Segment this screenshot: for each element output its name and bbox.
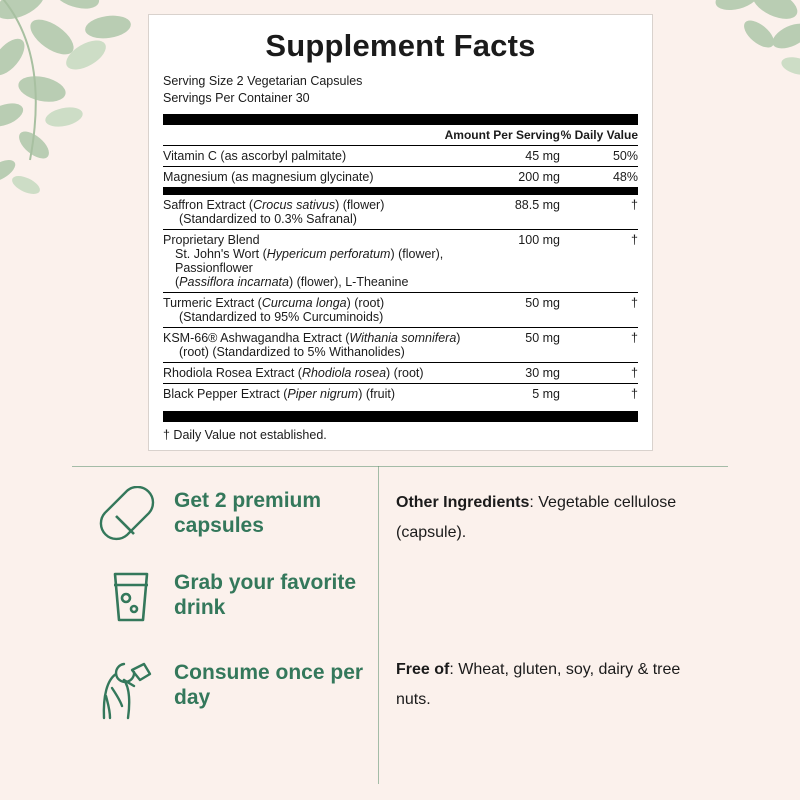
free-of-label: Free of xyxy=(396,661,450,678)
list-item xyxy=(88,564,378,628)
nutrient-name xyxy=(163,229,468,292)
footnote: † Daily Value not established. xyxy=(163,427,327,442)
servings-per-container: Servings Per Container 30 xyxy=(163,90,310,105)
nutrient-amount: 50 mg xyxy=(468,292,560,327)
nutrient-amount: 100 mg xyxy=(468,229,560,292)
nutrient-amount: 88.5 mg xyxy=(468,195,560,230)
column-header-amount: Amount Per Serving xyxy=(444,127,560,142)
blend-text-1: St. John's Wort ( xyxy=(175,246,267,261)
divider-bar-medium xyxy=(163,187,638,195)
table-row xyxy=(163,229,638,292)
nutrient-name-suffix: ) (root) xyxy=(386,365,424,380)
nutrient-amount: 50 mg xyxy=(468,327,560,362)
table-row xyxy=(163,327,638,362)
person-drinking-icon xyxy=(88,650,174,722)
nutrient-amount: 200 mg xyxy=(518,169,560,184)
nutrient-name-text: Turmeric Extract ( xyxy=(163,295,262,310)
divider-bar-thick xyxy=(163,114,638,125)
nutrient-standardization: (Standardized to 95% Curcuminoids) xyxy=(179,309,384,324)
blend-text-2: ) (flower), Passionflower xyxy=(175,246,444,275)
column-divider xyxy=(378,466,379,784)
table-row xyxy=(163,166,638,187)
page-title: Supplement Facts xyxy=(265,28,536,63)
latin-name: Piper nigrum xyxy=(287,386,359,401)
section-divider xyxy=(72,466,728,467)
nutrient-name-text: Saffron Extract ( xyxy=(163,197,254,212)
nutrient-daily-value: 50% xyxy=(560,146,638,167)
nutrient-amount: 5 mg xyxy=(532,386,560,401)
nutrient-name xyxy=(163,362,468,383)
nutrient-name-suffix: ) (root) xyxy=(346,295,385,310)
capsule-icon xyxy=(88,486,174,542)
nutrient-amount: 45 mg xyxy=(468,146,560,167)
latin-name: Passiflora incarnata xyxy=(179,274,289,289)
nutrient-name-suffix: ) (flower) xyxy=(335,197,385,212)
table-row xyxy=(163,362,638,383)
latin-name: Curcuma longa xyxy=(261,295,347,310)
blend-text-3: ( xyxy=(175,274,180,289)
table-row xyxy=(163,195,638,230)
facts-table xyxy=(163,125,638,145)
nutrient-table xyxy=(163,146,638,187)
nutrient-standardization: (Standardized to 0.3% Safranal) xyxy=(179,211,357,226)
how-to-use-steps xyxy=(88,486,378,744)
nutrient-name-text: Black Pepper Extract ( xyxy=(163,386,288,401)
nutrient-name xyxy=(163,327,468,362)
column-header-daily-value: % Daily Value xyxy=(560,127,638,142)
list-item xyxy=(88,486,378,542)
step-label: Get 2 premium capsules xyxy=(174,489,322,537)
nutrient-amount: 30 mg xyxy=(468,362,560,383)
table-row xyxy=(163,292,638,327)
nutrient-name-text: Proprietary Blend xyxy=(163,232,260,247)
nutrient-name xyxy=(163,383,468,404)
serving-size: Serving Size 2 Vegetarian Capsules xyxy=(163,74,363,89)
nutrient-name: Vitamin C (as ascorbyl palmitate) xyxy=(163,146,468,167)
nutrient-name-suffix: ) (fruit) xyxy=(358,386,396,401)
nutrient-daily-value: † xyxy=(560,292,638,327)
divider-bar-bottom xyxy=(163,411,638,422)
leaf-decoration-left xyxy=(0,0,170,215)
blend-ingredients-line-1 xyxy=(163,247,468,275)
other-ingredients-text: : Vegetable cellulose (capsule). xyxy=(396,494,677,542)
step-label: Grab your favorite drink xyxy=(174,571,357,619)
other-ingredients xyxy=(396,488,706,549)
latin-name: Withania somnifera xyxy=(349,330,457,345)
nutrient-name: Magnesium (as magnesium glycinate) xyxy=(163,169,374,184)
step-label: Consume once per day xyxy=(174,661,364,709)
latin-name: Rhodiola rosea xyxy=(301,365,387,380)
nutrient-daily-value: † xyxy=(560,195,638,230)
table-header-row xyxy=(163,125,638,145)
nutrient-daily-value: † xyxy=(560,229,638,292)
nutrient-name-text: Rhodiola Rosea Extract ( xyxy=(163,365,302,380)
blend-text-4: ) (flower), L-Theanine xyxy=(288,274,409,289)
supplement-facts-panel xyxy=(148,14,653,451)
nutrient-name xyxy=(163,195,468,230)
nutrient-daily-value: † xyxy=(631,386,638,401)
nutrient-daily-value: † xyxy=(560,327,638,362)
table-row xyxy=(163,383,638,404)
free-of-text: : Wheat, gluten, soy, dairy & tree nuts. xyxy=(396,661,681,709)
other-ingredients-label: Other Ingredients xyxy=(396,494,530,511)
nutrient-name-suffix: ) xyxy=(456,330,461,345)
nutrient-daily-value: 48% xyxy=(612,169,638,184)
blend-ingredients-line-2 xyxy=(163,275,468,289)
nutrient-name xyxy=(163,292,468,327)
nutrient-name-text: KSM-66® Ashwagandha Extract ( xyxy=(163,330,350,345)
leaf-decoration-right xyxy=(655,0,800,110)
nutrient-standardization: (root) (Standardized to 5% Withanolides) xyxy=(179,344,405,359)
glass-icon xyxy=(88,564,174,628)
table-row xyxy=(163,146,638,167)
nutrient-daily-value: † xyxy=(560,362,638,383)
herb-table xyxy=(163,195,638,404)
latin-name: Hypericum perforatum xyxy=(266,246,391,261)
latin-name: Crocus sativus xyxy=(253,197,336,212)
list-item xyxy=(88,650,378,722)
free-of xyxy=(396,655,716,716)
